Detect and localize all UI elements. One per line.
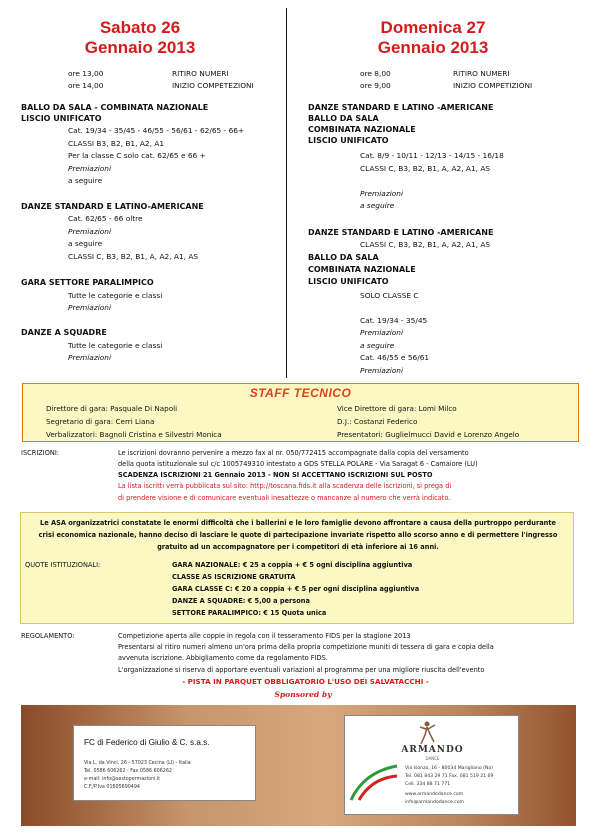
left-sec1-heading-2: LISCIO UNIFICATO xyxy=(21,114,102,123)
asa-quote-3: GARA CLASSE C: € 20 a coppia + € 5 per ogni disciplina aggiuntiva xyxy=(172,585,420,593)
regolamento-line-3: avvenuta iscrizione. Abbigliamento come da regolamento FIDS. xyxy=(118,654,328,662)
left-sec2-line-2: Premiazioni xyxy=(68,227,112,236)
staff-presenters: Presentatori: Guglielmucci David e Lorenzo Angelo xyxy=(337,430,520,439)
regolamento-line-1: Competizione aperta alle coppie in regola con il tesseramento FIDS per la stagione 2013 xyxy=(118,632,411,640)
right-schedule-label-1: RITIRO NUMERI xyxy=(453,69,510,78)
sponsor-fc-name: FC di Federico di Giulio & C. s.a.s. xyxy=(84,738,210,747)
right-sec2-line-7: Premiazioni xyxy=(360,366,404,375)
right-sec2-line-2: SOLO CLASSE C xyxy=(360,291,419,300)
sponsor-armando-line-2: Tel. 081 843 29 71 Fax. 081 519 21 69 xyxy=(405,774,494,779)
left-sec1-line-2: CLASSI B3, B2, B1, A2, A1 xyxy=(68,139,165,148)
right-sec2-line-6: Cat. 46/55 e 56/61 xyxy=(360,353,430,362)
column-divider xyxy=(286,8,287,378)
left-schedule-label-1: RITIRO NUMERI xyxy=(172,69,229,78)
sponsor-card-armando xyxy=(344,715,519,815)
sponsor-armando-line-4: www.armandodance.com xyxy=(405,792,464,797)
right-sec2-heading-3: COMBINATA NAZIONALE xyxy=(308,265,416,274)
staff-dj: D.J.: Costanzi Federico xyxy=(337,417,418,426)
staff-title: STAFF TECNICO xyxy=(249,386,352,400)
sponsor-armando-line-5: info@armandodance.com xyxy=(405,800,465,805)
right-schedule-time-2: ore 9,00 xyxy=(360,81,391,90)
regolamento-line-2: Presentarsi al ritiro numeri almeno un'ora prima della propria competizione muniti di tessera di gara e copia della xyxy=(118,643,494,651)
right-title-line2: Gennaio 2013 xyxy=(377,38,489,57)
right-sec2-line-1: CLASSI C, B3, B2, B1, A, A2, A1, AS xyxy=(360,240,491,249)
left-sec1-line-3: Per la classe C solo cat. 62/65 e 66 + xyxy=(68,151,206,160)
sponsor-fc-line-2: Tel. 0586 606262 - Fax 0586 606262 xyxy=(84,769,172,774)
left-sec1-line-5: a seguire xyxy=(68,176,103,185)
right-sec1-heading-1: DANZE STANDARD E LATINO -AMERICANE xyxy=(308,103,494,112)
iscrizioni-line-5: di prendere visione e di comunicare eventuali inesattezze o mancanze al numero che verrà indicato. xyxy=(118,494,451,502)
left-sec2-heading: DANZE STANDARD E LATINO-AMERICANE xyxy=(21,202,204,211)
right-sec2-line-3: Cat. 19/34 - 35/45 xyxy=(360,316,428,325)
sponsor-armando-sub: DANCE xyxy=(425,756,440,761)
left-title-line1: Sabato 26 xyxy=(99,18,181,37)
staff-director: Direttore di gara: Pasquale Di Napoli xyxy=(46,404,178,413)
right-sec2-heading-1: DANZE STANDARD E LATINO -AMERICANE xyxy=(308,228,494,237)
staff-secretary: Segretario di gara: Cerri Liana xyxy=(46,417,155,426)
right-sec1-heading-4: LISCIO UNIFICATO xyxy=(308,136,389,145)
asa-box xyxy=(20,512,574,624)
right-sec2-line-4: Premiazioni xyxy=(360,328,404,337)
regolamento-line-4: L'organizzazione si riserva di apportare eventuali variazioni al programma per una migliore riuscita dell'evento xyxy=(118,666,485,674)
left-sec1-line-1: Cat. 19/34 - 35/45 - 46/55 - 56/61 - 62/65 - 66+ xyxy=(68,126,245,135)
pista-notice: - PISTA IN PARQUET OBBLIGATORIO L'USO DEI SALVATACCHI - xyxy=(182,677,429,686)
dancer-logo-icon xyxy=(415,720,439,746)
right-sec1-line-1: Cat. 8/9 - 10/11 - 12/13 - 14/15 - 16/18 xyxy=(360,151,504,160)
left-title xyxy=(55,18,225,58)
right-sec2-heading-4: LISCIO UNIFICATO xyxy=(308,277,389,286)
sponsor-fc-line-3: e-mail: info@sestopermazioni.it xyxy=(84,777,161,782)
asa-quote-4: DANZE A SQUADRE: € 5,00 a persona xyxy=(172,597,310,605)
asa-line-3: gratuito ad un accompagnatore per i competitori di età inferiore ai 16 anni. xyxy=(157,543,439,551)
left-sec3-line-1: Tutte le categorie e classi xyxy=(68,291,163,300)
sponsored-by: Sponsored by xyxy=(274,690,332,699)
staff-recorders: Verbalizzatori: Bagnoli Cristina e Silvestri Monica xyxy=(46,430,222,439)
sponsor-armando-name: ARMANDO xyxy=(401,745,464,755)
sponsor-fc-line-4: C.F./P.Iva 01605690494 xyxy=(84,785,140,790)
left-sec1-line-4: Premiazioni xyxy=(68,164,112,173)
right-sec2-line-5: a seguire xyxy=(360,341,395,350)
sponsor-banner xyxy=(21,705,576,826)
left-sec4-heading: DANZE A SQUADRE xyxy=(21,328,107,337)
iscrizioni-line-2: della quota istituzionale sul c/c 1005749310 intestato a GDS STELLA POLARE - Via Saragat 6 - Camaiore (LU) xyxy=(118,460,478,468)
asa-quote-2: CLASSE AS ISCRIZIONE GRATUITA xyxy=(172,573,296,581)
left-sec4-line-1: Tutte le categorie e classi xyxy=(68,341,163,350)
left-sec1-heading-1: BALLO DA SALA - COMBINATA NAZIONALE xyxy=(21,103,209,112)
italian-stripes-icon xyxy=(349,762,399,802)
left-title-line2: Gennaio 2013 xyxy=(84,38,196,57)
right-sec1-line-3: Premiazioni xyxy=(360,189,404,198)
iscrizioni-line-1: Le iscrizioni dovranno pervenire a mezzo fax al nr. 050/772415 accompagnate dalla copia del versamento xyxy=(118,449,469,457)
right-schedule-label-2: INIZIO COMPETIZIONI xyxy=(453,81,533,90)
right-sec1-line-4: a seguire xyxy=(360,201,395,210)
iscrizioni-line-4: La lista iscritti verrà pubblicata sul sito: http://toscana.fids.it alla scadenza delle iscrizioni, si prega di xyxy=(118,482,452,490)
left-sec2-line-1: Cat. 62/65 - 66 oltre xyxy=(68,214,143,223)
asa-quote-label: QUOTE ISTITUZIONALI: xyxy=(25,561,101,569)
regolamento-label: REGOLAMENTO: xyxy=(21,632,75,640)
asa-line-1: Le ASA organizzatrici constatate le enormi difficoltà che i ballerini e le loro famiglie devono affrontare a causa della purtroppo perdurante xyxy=(40,519,556,527)
sponsor-armando-line-1: Via Isonzo, 16 - 80034 Marigliano (Na) xyxy=(405,766,493,771)
right-title xyxy=(348,18,518,58)
iscrizioni-line-3: SCADENZA ISCRIZIONI 21 Gennaio 2013 - NON SI ACCETTANO ISCRIZIONI SUL POSTO xyxy=(118,471,433,479)
left-schedule-time-1: ore 13,00 xyxy=(68,69,104,78)
sponsor-fc-line-1: Via L. da Vinci, 26 - 57023 Cecina (LI) - Italia xyxy=(84,761,191,766)
sponsor-card-fc xyxy=(73,725,256,801)
staff-vice-director: Vice Direttore di gara: Lomi Milco xyxy=(337,404,457,413)
asa-quote-1: GARA NAZIONALE: € 25 a coppia + € 5 ogni disciplina aggiuntiva xyxy=(172,561,413,569)
sponsor-armando-line-3: Cell. 334 88 71 771 xyxy=(405,782,451,787)
asa-quote-5: SETTORE PARALIMPICO: € 15 Quota unica xyxy=(172,609,327,617)
left-sec3-heading: GARA SETTORE PARALIMPICO xyxy=(21,278,154,287)
left-schedule-time-2: ore 14,00 xyxy=(68,81,104,90)
right-sec1-heading-3: COMBINATA NAZIONALE xyxy=(308,125,416,134)
iscrizioni-label: ISCRIZIONI: xyxy=(21,449,60,457)
asa-line-2: crisi economica nazionale, hanno deciso di lasciare le quote di partecipazione invariate rispetto allo scorso anno e di permettere l'ingresso xyxy=(38,531,558,539)
left-sec4-line-2: Premiazioni xyxy=(68,353,112,362)
left-schedule-label-2: INIZIO COMPETEZIONI xyxy=(172,81,254,90)
right-sec2-heading-2: BALLO DA SALA xyxy=(308,253,379,262)
left-sec2-line-3: a seguire xyxy=(68,239,103,248)
right-schedule-time-1: ore 8,00 xyxy=(360,69,391,78)
left-sec2-line-4: CLASSI C, B3, B2, B1, A, A2, A1, AS xyxy=(68,252,199,261)
left-sec3-line-2: Premiazioni xyxy=(68,303,112,312)
staff-box xyxy=(22,383,579,442)
right-title-line1: Domenica 27 xyxy=(380,18,486,37)
right-sec1-heading-2: BALLO DA SALA xyxy=(308,114,379,123)
right-sec1-line-2: CLASSI C, B3, B2, B1, A, A2, A1, AS xyxy=(360,164,491,173)
